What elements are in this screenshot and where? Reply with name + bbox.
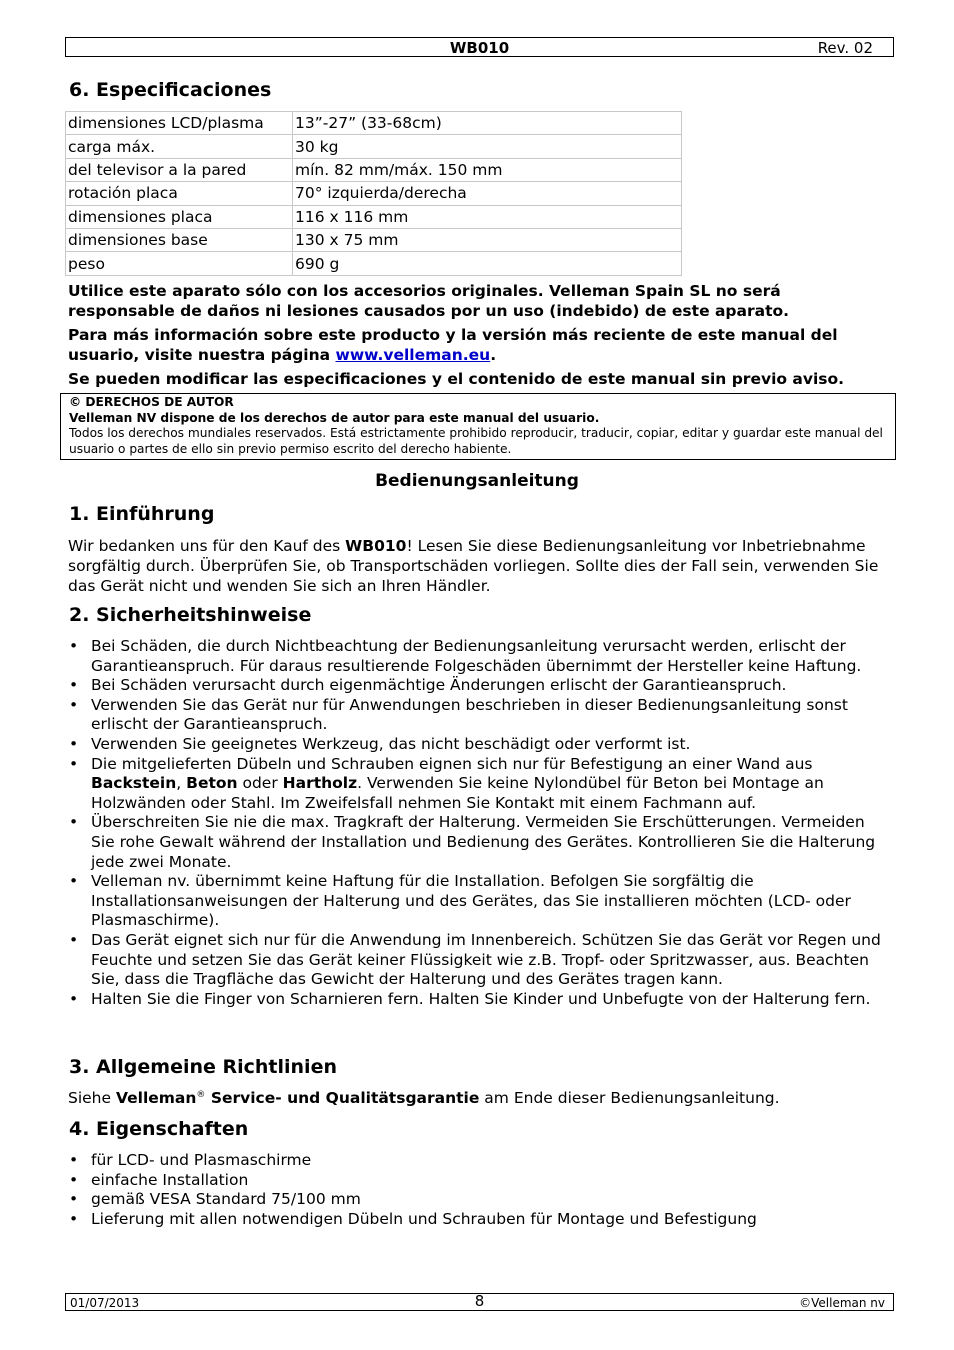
material-hartholz: Hartholz — [282, 774, 358, 793]
page-header — [65, 37, 894, 57]
spec-key: rotación placa — [66, 182, 293, 205]
brand-name: Velleman — [115, 1089, 197, 1107]
list-item-text: Bei Schäden verursacht durch eigenmächtige Änderungen erlischt der Garantieanspruch. — [91, 676, 787, 695]
list-item-text: Überschreiten Sie nie die max. Tragkraft der Halterung. Vermeiden Sie Erschütterungen. Vermeiden Sie rohe Gewalt während der Installation und Bedienung des Gerätes. Kontrollieren Sie die Halterung jede zwei Monate. — [91, 813, 876, 871]
list-item — [68, 696, 886, 735]
safety-list — [68, 637, 886, 1009]
list-item-text: gemäß VESA Standard 75/100 mm — [91, 1190, 361, 1209]
text-segment: , — [176, 774, 187, 793]
text-segment: Siehe — [68, 1089, 116, 1107]
list-item — [68, 1190, 886, 1210]
table-row — [66, 112, 682, 135]
specifications-table — [65, 111, 682, 276]
section-title-sicherheitshinweise: 2. Sicherheitshinweise — [69, 604, 312, 626]
bullet-icon: • — [69, 676, 79, 695]
bullet-icon: • — [69, 872, 79, 891]
service-guarantee: Service- und Qualitätsgarantie — [205, 1089, 480, 1107]
spec-key: dimensiones placa — [66, 205, 293, 228]
guidelines-paragraph — [68, 1088, 888, 1108]
list-item — [68, 1210, 886, 1230]
bullet-icon: • — [69, 1190, 79, 1209]
spec-value: 690 g — [293, 252, 682, 275]
list-item — [68, 1151, 886, 1171]
intro-text: Wir bedanken uns für den Kauf des — [68, 537, 346, 555]
footer-copyright: ©Velleman nv — [799, 1296, 885, 1310]
table-row — [66, 205, 682, 228]
german-manual-title: Bedienungsanleitung — [375, 471, 579, 491]
more-info-period: . — [490, 346, 497, 364]
list-item — [68, 931, 886, 990]
bullet-icon: • — [69, 1209, 79, 1228]
list-item-text: Halten Sie die Finger von Scharnieren fern. Halten Sie Kinder und Unbefugte von der Halterung fern. — [91, 989, 871, 1008]
bullet-icon: • — [69, 930, 79, 949]
bullet-icon: • — [69, 734, 79, 753]
bullet-icon: • — [69, 754, 79, 773]
more-info-text: Para más información sobre este producto y la versión más reciente de este manual del usuario, visite nuestra página — [68, 326, 838, 364]
copyright-title: © DERECHOS DE AUTOR — [69, 395, 234, 409]
section-title-especificaciones: 6. Especificaciones — [69, 79, 272, 101]
spec-key: peso — [66, 252, 293, 275]
list-item — [68, 637, 886, 676]
bullet-icon: • — [69, 813, 79, 832]
spec-key: dimensiones LCD/plasma — [66, 112, 293, 135]
section-title-einfuehrung: 1. Einführung — [69, 503, 215, 525]
list-item — [68, 755, 886, 814]
page-footer — [65, 1293, 894, 1311]
velleman-website-link[interactable]: www.velleman.eu — [335, 346, 491, 364]
list-item — [68, 1171, 886, 1191]
spec-value: 116 x 116 mm — [293, 205, 682, 228]
list-item-text: für LCD- und Plasmaschirme — [91, 1151, 312, 1169]
intro-text-rest: ! Lesen Sie diese Bedienungsanleitung vor Inbetriebnahme sorgfältig durch. Überprüfen Sie, ob Transportschäden vorliegen. Sollte dies der Fall sein, verwenden Sie das Gerät nicht und wenden Sie sich an Ihren Händler. — [68, 537, 879, 595]
spec-key: dimensiones base — [66, 228, 293, 251]
section-title-allgemeine-richtlinien: 3. Allgemeine Richtlinien — [69, 1056, 337, 1078]
list-item-text — [91, 755, 824, 812]
bullet-icon: • — [69, 1170, 79, 1189]
introduction-paragraph — [68, 536, 888, 596]
list-item-text: Verwenden Sie das Gerät nur für Anwendungen beschrieben in dieser Bedienungsanleitung sonst erlischt der Garantieanspruch. — [91, 695, 848, 734]
spec-key: del televisor a la pared — [66, 158, 293, 181]
page-number: 8 — [474, 1292, 485, 1310]
table-row — [66, 158, 682, 181]
bullet-icon: • — [69, 695, 79, 714]
list-item-text: Verwenden Sie geeignetes Werkzeug, das nicht beschädigt oder verformt ist. — [91, 734, 691, 753]
features-list — [68, 1151, 886, 1229]
text-segment: Die mitgelieferten Dübeln und Schrauben eignen sich nur für Befestigung an einer Wand aus — [91, 754, 813, 773]
accessories-note: Utilice este aparato sólo con los accesorios originales. Velleman Spain SL no será responsable de daños ni lesiones causados por un uso (indebido) de este aparato. — [68, 282, 790, 320]
list-item-text: Das Gerät eignet sich nur für die Anwendung im Innenbereich. Schützen Sie das Gerät vor Regen und Feuchte und setzen Sie das Gerät keiner Flüssigkeit wie z.B. Tropf- oder Spritzwasser, aus. Beachten Sie, dass die Tragfläche das Gewicht der Halterung und des Gerätes tragen kann. — [91, 930, 881, 989]
list-item — [68, 990, 886, 1010]
spec-value: 130 x 75 mm — [293, 228, 682, 251]
text-segment: am Ende dieser Bedienungsanleitung. — [479, 1089, 780, 1107]
list-item — [68, 735, 886, 755]
list-item-text: einfache Installation — [91, 1170, 249, 1189]
spec-value: mín. 82 mm/máx. 150 mm — [293, 158, 682, 181]
header-revision: Rev. 02 — [817, 39, 873, 57]
text-segment: . Verwenden Sie keine Nylondübel für Beton bei Montage an Holzwänden oder Stahl. Im Zweifelsfall nehmen Sie Kontakt mit einem Fachmann auf. — [91, 774, 824, 812]
list-item-text: Bei Schäden, die durch Nichtbeachtung der Bedienungsanleitung verursacht werden, erlischt der Garantieanspruch. Für daraus resultierende Folgeschäden übernimmt der Hersteller keine Haftung. — [91, 637, 862, 675]
copyright-line-2: Todos los derechos mundiales reservados. Está estrictamente prohibido reproducir, traducir, copiar, editar y guardar este manual del usuario o partes de ello sin previo permiso escrito del derecho habiente. — [69, 426, 883, 456]
more-info-note — [68, 325, 888, 365]
list-item-text: Lieferung mit allen notwendigen Dübeln und Schrauben für Montage und Befestigung — [91, 1209, 757, 1228]
list-item — [68, 813, 886, 872]
table-row — [66, 228, 682, 251]
registered-mark: ® — [196, 1089, 206, 1100]
material-backstein: Backstein — [91, 774, 177, 793]
material-beton: Beton — [186, 774, 238, 793]
spec-key: carga máx. — [66, 135, 293, 158]
bullet-icon: • — [69, 1151, 79, 1169]
bullet-icon: • — [69, 637, 79, 655]
footer-date: 01/07/2013 — [70, 1296, 140, 1310]
list-item — [68, 676, 886, 696]
bullet-icon: • — [69, 989, 79, 1008]
specs-change-note: Se pueden modificar las especificaciones y el contenido de este manual sin previo aviso. — [68, 370, 845, 388]
list-item-text: Velleman nv. übernimmt keine Haftung für die Installation. Befolgen Sie sorgfältig die Installationsanweisungen der Halterung und des Gerätes, das Sie installieren möchten (LCD- oder Plasmaschirme). — [91, 872, 851, 930]
table-row — [66, 252, 682, 275]
intro-model: WB010 — [345, 537, 407, 555]
spec-value: 13”-27” (33-68cm) — [293, 112, 682, 135]
table-row — [66, 182, 682, 205]
copyright-box — [60, 393, 896, 460]
text-segment: oder — [237, 774, 283, 793]
header-model: WB010 — [449, 39, 510, 57]
copyright-line-1: Velleman NV dispone de los derechos de autor para este manual del usuario. — [69, 410, 600, 425]
table-row — [66, 135, 682, 158]
spec-value: 30 kg — [293, 135, 682, 158]
section-title-eigenschaften: 4. Eigenschaften — [69, 1118, 249, 1140]
spec-value: 70° izquierda/derecha — [293, 182, 682, 205]
list-item — [68, 872, 886, 931]
